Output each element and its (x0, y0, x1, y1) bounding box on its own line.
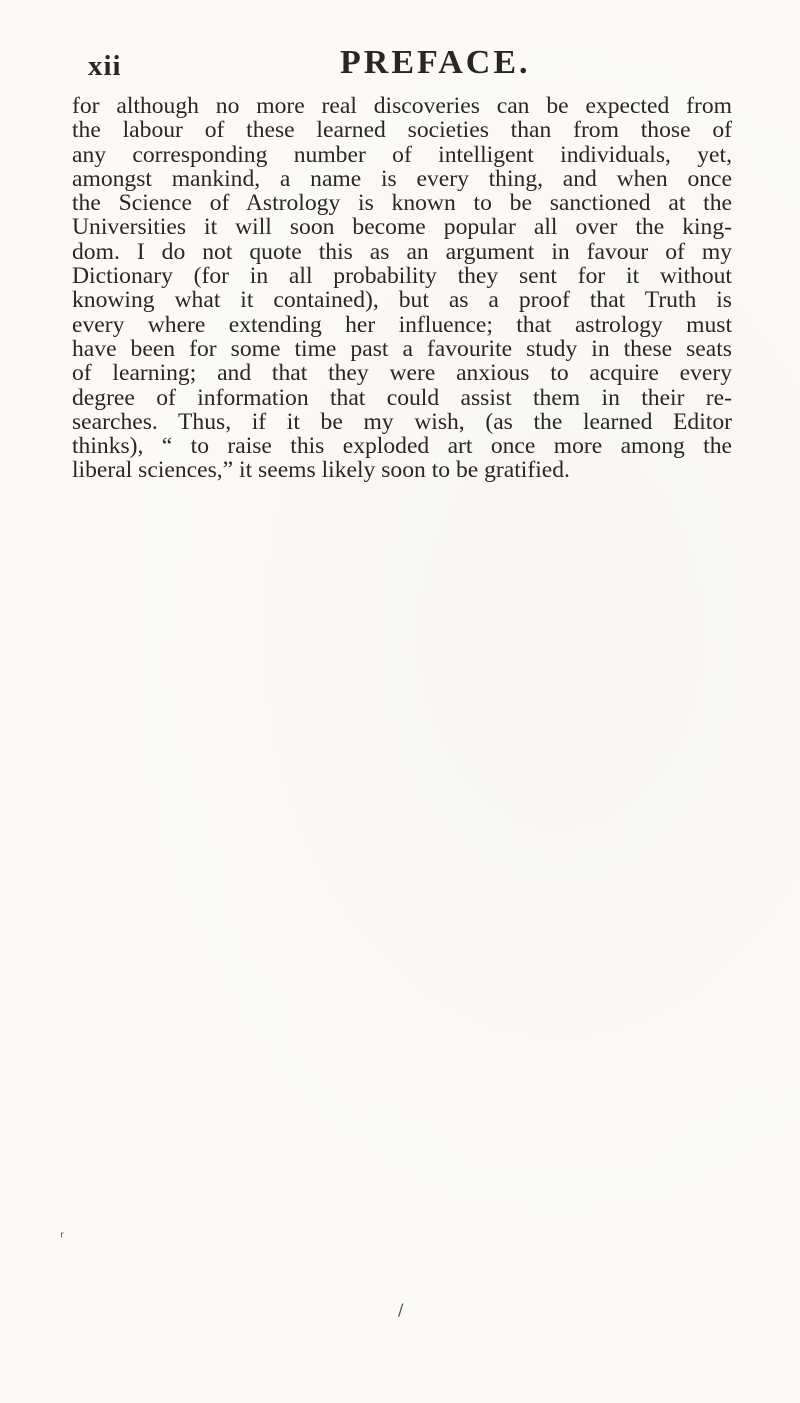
text-line: knowing what it contained), but as a proof that Truth is (72, 287, 732, 314)
text-line: every where extending her influence; that astrology must (72, 311, 732, 338)
text-line: thinks), “ to raise this exploded art once more among the (72, 433, 732, 460)
text-line: liberal sciences,” it seems likely soon to be gratified. (72, 457, 570, 484)
text-line: of learning; and that they were anxious to acquire every (72, 360, 732, 387)
body-paragraph (72, 94, 732, 483)
running-title: PREFACE. (340, 44, 531, 81)
stray-mark: / (398, 1300, 404, 1319)
text-line: degree of information that could assist them in their re- (72, 384, 732, 411)
text-line: Universities it will soon become popular all over the king- (72, 214, 732, 241)
text-line: dom. I do not quote this as an argument in favour of my (72, 238, 732, 265)
text-line: have been for some time past a favourite study in these seats (72, 335, 732, 362)
text-line: the Science of Astrology is known to be sanctioned at the (72, 190, 732, 217)
text-line: Dictionary (for in all probability they sent for it without (72, 263, 732, 290)
text-line: searches. Thus, if it be my wish, (as the learned Editor (72, 408, 732, 435)
text-line: for although no more real discoveries can be expected from (72, 93, 732, 119)
text-line: any corresponding number of intelligent individuals, yet, (72, 141, 732, 168)
running-head (0, 44, 800, 84)
page-number: xii (88, 50, 122, 82)
text-line: amongst mankind, a name is every thing, and when once (72, 165, 732, 192)
text-line: the labour of these learned societies than from those of (72, 117, 732, 144)
stray-mark: ʳ (60, 1228, 65, 1247)
